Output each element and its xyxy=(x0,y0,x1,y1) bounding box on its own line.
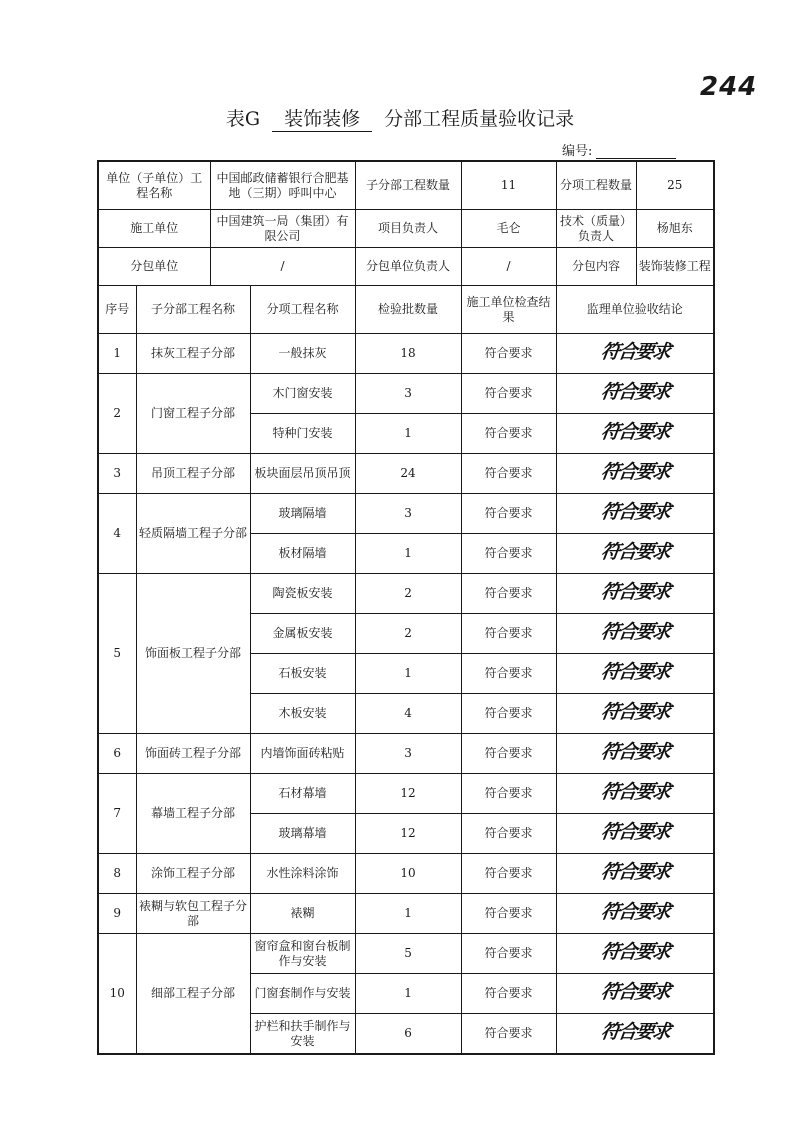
item-count-value: 25 xyxy=(636,161,714,210)
row-check-result: 符合要求 xyxy=(461,494,556,534)
row-batch-count: 12 xyxy=(355,814,461,854)
row-item-name: 特种门安装 xyxy=(250,414,355,454)
row-batch-count: 2 xyxy=(355,574,461,614)
row-item-name: 金属板安装 xyxy=(250,614,355,654)
row-check-result: 符合要求 xyxy=(461,894,556,934)
handwritten-signature: 符合要求 xyxy=(599,781,671,803)
row-batch-count: 18 xyxy=(355,334,461,374)
table-row xyxy=(98,934,714,974)
handwritten-signature: 符合要求 xyxy=(599,1021,671,1043)
row-check-result: 符合要求 xyxy=(461,454,556,494)
row-check-result: 符合要求 xyxy=(461,574,556,614)
row-batch-count: 3 xyxy=(355,374,461,414)
row-accept-result xyxy=(556,454,714,494)
handwritten-signature: 符合要求 xyxy=(599,981,671,1003)
row-sub-division-name: 裱糊与软包工程子分部 xyxy=(136,894,250,934)
row-check-result: 符合要求 xyxy=(461,374,556,414)
row-item-name: 木门窗安装 xyxy=(250,374,355,414)
row-sub-division-name: 饰面板工程子分部 xyxy=(136,574,250,734)
row-item-name: 玻璃隔墙 xyxy=(250,494,355,534)
handwritten-signature: 符合要求 xyxy=(599,821,671,843)
table-row xyxy=(98,894,714,934)
serial-number xyxy=(562,140,676,159)
table-row xyxy=(98,854,714,894)
table-row xyxy=(98,494,714,534)
row-accept-result xyxy=(556,574,714,614)
row-accept-result xyxy=(556,414,714,454)
row-accept-result xyxy=(556,534,714,574)
handwritten-signature: 符合要求 xyxy=(599,381,671,403)
row-accept-result xyxy=(556,934,714,974)
title-division-name: 装饰装修 xyxy=(272,104,372,132)
row-item-name: 内墙饰面砖粘贴 xyxy=(250,734,355,774)
sub-pm-value: / xyxy=(461,248,556,286)
page-number: 244 xyxy=(700,72,758,102)
row-sub-division-name: 轻质隔墙工程子分部 xyxy=(136,494,250,574)
row-accept-result xyxy=(556,614,714,654)
row-seq: 3 xyxy=(98,454,136,494)
row-sub-division-name: 门窗工程子分部 xyxy=(136,374,250,454)
row-seq: 1 xyxy=(98,334,136,374)
row-batch-count: 10 xyxy=(355,854,461,894)
row-batch-count: 1 xyxy=(355,654,461,694)
row-batch-count: 5 xyxy=(355,934,461,974)
handwritten-signature: 符合要求 xyxy=(599,581,671,603)
row-seq: 7 xyxy=(98,774,136,854)
row-accept-result xyxy=(556,814,714,854)
header-row-unit xyxy=(98,161,714,210)
row-batch-count: 1 xyxy=(355,414,461,454)
tech-label: 技术（质量）负责人 xyxy=(556,210,636,248)
handwritten-signature: 符合要求 xyxy=(599,621,671,643)
row-accept-result xyxy=(556,694,714,734)
row-sub-division-name: 饰面砖工程子分部 xyxy=(136,734,250,774)
row-item-name: 石板安装 xyxy=(250,654,355,694)
row-batch-count: 6 xyxy=(355,1014,461,1055)
row-batch-count: 12 xyxy=(355,774,461,814)
header-row-contractor xyxy=(98,210,714,248)
column-header-row xyxy=(98,286,714,334)
row-seq: 9 xyxy=(98,894,136,934)
handwritten-signature: 符合要求 xyxy=(599,861,671,883)
row-sub-division-name: 涂饰工程子分部 xyxy=(136,854,250,894)
row-batch-count: 3 xyxy=(355,734,461,774)
row-accept-result xyxy=(556,974,714,1014)
handwritten-signature: 符合要求 xyxy=(599,701,671,723)
row-item-name: 裱糊 xyxy=(250,894,355,934)
acceptance-record-table xyxy=(97,160,715,1055)
col-batch-count: 检验批数量 xyxy=(355,286,461,334)
handwritten-signature: 符合要求 xyxy=(599,941,671,963)
subcontractor-value: / xyxy=(210,248,355,286)
col-seq: 序号 xyxy=(98,286,136,334)
unit-label: 单位（子单位）工程名称 xyxy=(98,161,210,210)
row-item-name: 陶瓷板安装 xyxy=(250,574,355,614)
table-row xyxy=(98,454,714,494)
row-accept-result xyxy=(556,654,714,694)
col-accept-result: 监理单位验收结论 xyxy=(556,286,714,334)
contractor-value: 中国建筑一局（集团）有限公司 xyxy=(210,210,355,248)
pm-label: 项目负责人 xyxy=(355,210,461,248)
row-batch-count: 1 xyxy=(355,534,461,574)
row-accept-result xyxy=(556,854,714,894)
contractor-label: 施工单位 xyxy=(98,210,210,248)
handwritten-signature: 符合要求 xyxy=(599,341,671,363)
row-item-name: 门窗套制作与安装 xyxy=(250,974,355,1014)
row-item-name: 护栏和扶手制作与安装 xyxy=(250,1014,355,1055)
row-check-result: 符合要求 xyxy=(461,974,556,1014)
handwritten-signature: 符合要求 xyxy=(599,501,671,523)
row-sub-division-name: 抹灰工程子分部 xyxy=(136,334,250,374)
row-batch-count: 2 xyxy=(355,614,461,654)
handwritten-signature: 符合要求 xyxy=(599,421,671,443)
col-item-name: 分项工程名称 xyxy=(250,286,355,334)
row-item-name: 木板安装 xyxy=(250,694,355,734)
tech-value: 杨旭东 xyxy=(636,210,714,248)
row-check-result: 符合要求 xyxy=(461,614,556,654)
row-item-name: 水性涂料涂饰 xyxy=(250,854,355,894)
row-seq: 10 xyxy=(98,934,136,1055)
header-row-subcontractor xyxy=(98,248,714,286)
row-accept-result xyxy=(556,494,714,534)
row-accept-result xyxy=(556,734,714,774)
row-item-name: 一般抹灰 xyxy=(250,334,355,374)
row-check-result: 符合要求 xyxy=(461,774,556,814)
handwritten-signature: 符合要求 xyxy=(599,541,671,563)
row-batch-count: 3 xyxy=(355,494,461,534)
col-check-result: 施工单位检查结果 xyxy=(461,286,556,334)
row-check-result: 符合要求 xyxy=(461,534,556,574)
table-row xyxy=(98,334,714,374)
pm-value: 毛仑 xyxy=(461,210,556,248)
row-seq: 5 xyxy=(98,574,136,734)
row-accept-result xyxy=(556,334,714,374)
row-batch-count: 4 xyxy=(355,694,461,734)
document-title xyxy=(0,104,800,132)
row-seq: 4 xyxy=(98,494,136,574)
row-check-result: 符合要求 xyxy=(461,934,556,974)
row-seq: 8 xyxy=(98,854,136,894)
row-seq: 2 xyxy=(98,374,136,454)
handwritten-signature: 符合要求 xyxy=(599,901,671,923)
table-row xyxy=(98,774,714,814)
row-item-name: 板材隔墙 xyxy=(250,534,355,574)
handwritten-signature: 符合要求 xyxy=(599,461,671,483)
item-count-label: 分项工程数量 xyxy=(556,161,636,210)
row-item-name: 窗帘盒和窗台板制作与安装 xyxy=(250,934,355,974)
row-sub-division-name: 吊顶工程子分部 xyxy=(136,454,250,494)
handwritten-signature: 符合要求 xyxy=(599,661,671,683)
row-accept-result xyxy=(556,894,714,934)
row-accept-result xyxy=(556,1014,714,1055)
row-item-name: 板块面层吊顶吊顶 xyxy=(250,454,355,494)
title-suffix: 分部工程质量验收记录 xyxy=(384,108,575,130)
row-batch-count: 1 xyxy=(355,894,461,934)
handwritten-signature: 符合要求 xyxy=(599,741,671,763)
sub-count-value: 11 xyxy=(461,161,556,210)
row-sub-division-name: 幕墙工程子分部 xyxy=(136,774,250,854)
row-seq: 6 xyxy=(98,734,136,774)
row-sub-division-name: 细部工程子分部 xyxy=(136,934,250,1055)
row-check-result: 符合要求 xyxy=(461,414,556,454)
unit-value: 中国邮政储蓄银行合肥基地（三期）呼叫中心 xyxy=(210,161,355,210)
row-check-result: 符合要求 xyxy=(461,694,556,734)
row-check-result: 符合要求 xyxy=(461,814,556,854)
sub-content-value: 装饰装修工程 xyxy=(636,248,714,286)
row-batch-count: 1 xyxy=(355,974,461,1014)
table-row xyxy=(98,374,714,414)
serial-blank-field xyxy=(596,146,676,159)
col-sub-name: 子分部工程名称 xyxy=(136,286,250,334)
row-accept-result xyxy=(556,774,714,814)
subcontractor-label: 分包单位 xyxy=(98,248,210,286)
title-prefix: 表G xyxy=(225,108,261,130)
row-check-result: 符合要求 xyxy=(461,334,556,374)
sub-count-label: 子分部工程数量 xyxy=(355,161,461,210)
row-item-name: 玻璃幕墙 xyxy=(250,814,355,854)
row-check-result: 符合要求 xyxy=(461,854,556,894)
table-row xyxy=(98,734,714,774)
row-check-result: 符合要求 xyxy=(461,654,556,694)
row-accept-result xyxy=(556,374,714,414)
row-check-result: 符合要求 xyxy=(461,734,556,774)
row-item-name: 石材幕墙 xyxy=(250,774,355,814)
row-check-result: 符合要求 xyxy=(461,1014,556,1055)
row-batch-count: 24 xyxy=(355,454,461,494)
sub-content-label: 分包内容 xyxy=(556,248,636,286)
serial-label: 编号: xyxy=(562,144,593,159)
sub-pm-label: 分包单位负责人 xyxy=(355,248,461,286)
table-row xyxy=(98,574,714,614)
